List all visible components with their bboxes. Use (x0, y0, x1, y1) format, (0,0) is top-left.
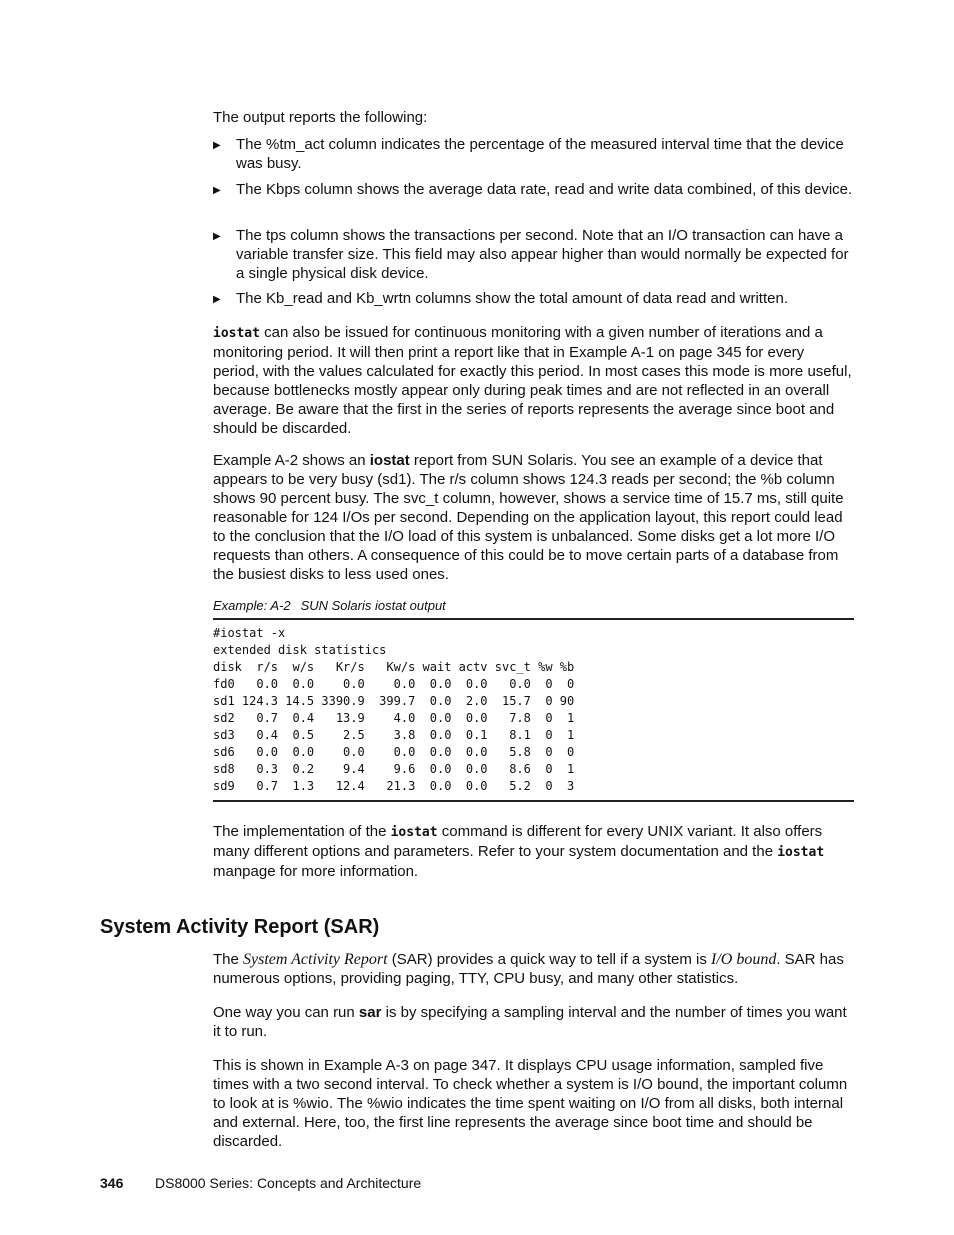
emphasis-text: I/O bound (711, 951, 777, 968)
intro-text: The output reports the following: (213, 109, 428, 126)
bullet-marker-icon: ▶ (213, 140, 221, 151)
example-caption (213, 598, 446, 613)
code-block: #iostat -x extended disk statistics disk r/s w/s Kr/s Kw/s wait actv svc_t %w %b fd0 0.0 0.0 0.0 0.0 0.0 0.0 0.0 0 0 sd1 124.3 14.5 3390.9 399.7 0.0 2.0 15.7 0 90 sd2 0.7 0.4 13.9 4.0 0.0 0.0 7.8 0 1 sd3 0.4 0.5 2.5 3.8 0.0 0.1 8.1 0 1 sd6 0.0 0.0 0.0 0.0 0.0 0.0 5.8 0 0 sd8 0.3 0.2 9.4 9.6 0.0 0.0 8.6 0 1 sd9 0.7 1.3 12.4 21.3 0.0 0.0 5.2 0 3 (213, 626, 575, 793)
paragraph-sar-run (213, 1003, 853, 1041)
command-iostat: iostat (213, 326, 260, 341)
paragraph-text: The implementation of the (213, 823, 391, 840)
book-title: DS8000 Series: Concepts and Architecture (155, 1175, 422, 1191)
paragraph-text: report from SUN Solaris. You see an example of a device that appears to be very busy (sd1). The r/s column shows 124.3 reads per second; the %b column shows 90 percent busy. The svc_t column, however, shows a service time of 15.7 ms, still quite reasonable for 124 I/Os per second. Depending on the application layout, this report could lead to the conclusion that the I/O load of this system is unbalanced. Some disks get a lot more I/O requests than others. A consequence of this could be to move certain parts of a database from the busiest disks to less used ones. (213, 452, 844, 583)
bullet-marker-icon: ▶ (213, 294, 221, 305)
bullet-marker-icon: ▶ (213, 231, 221, 242)
paragraph-iostat-monitoring (213, 323, 853, 438)
bullet-text: The Kbps column shows the average data rate, read and write data combined, of this device. (236, 181, 853, 198)
example-title: SUN Solaris iostat output (300, 598, 446, 613)
paragraph-sar-intro (213, 950, 853, 988)
divider-top (213, 618, 854, 620)
bullet-marker-icon: ▶ (213, 185, 221, 196)
paragraph-text: manpage for more information. (213, 863, 419, 880)
command-iostat: iostat (777, 845, 825, 860)
command-iostat: iostat (390, 825, 438, 840)
example-label: Example: A-2 (213, 598, 291, 613)
page-number: 346 (100, 1175, 124, 1191)
bullet-text: The tps column shows the transactions per second. Note that an I/O transaction can have a variable transfer size. This field may also appear higher than would normally be expected for a single physical disk device. (236, 227, 849, 282)
paragraph-text: . SAR has numerous options, providing paging, TTY, CPU busy, and many other statistics. (213, 951, 844, 987)
paragraph-text: is by specifying a sampling interval and the number of times you want it to run. (213, 1004, 847, 1040)
divider-bottom (213, 800, 854, 802)
paragraph-text: (SAR) provides a quick way to tell if a system is (387, 951, 711, 968)
paragraph-text: can also be issued for continuous monitoring with a given number of iterations and a monitoring period. It will then print a report like that in Example A-1 on page 345 for every period, with the values calculated for exactly this period. In most cases this mode is more useful, because bottlenecks mostly appear only during peak times and are not reflected in an overall average. Be aware that the first in the series of reports represents the average since boot and should be discarded. (213, 324, 852, 437)
bullet-text: The Kb_read and Kb_wrtn columns show the total amount of data read and written. (236, 290, 788, 307)
bullet-text: The %tm_act column indicates the percentage of the measured interval time that the device was busy. (236, 136, 844, 172)
paragraph-example-intro (213, 451, 853, 584)
command-iostat: iostat (369, 452, 410, 469)
paragraph-text: Example A-2 shows an (213, 452, 370, 469)
command-sar: sar (358, 1004, 382, 1021)
paragraph-sar-example: This is shown in Example A-3 on page 347. It displays CPU usage information, sampled five times with a two second interval. To check whether a system is I/O bound, the important column to look at is %wio. The %wio indicates the time spent waiting on I/O from all disks, both internal and external. Here, too, the first line represents the average since boot time and should be discarded. (213, 1057, 848, 1150)
paragraph-text: The (213, 951, 244, 968)
paragraph-implementation (213, 822, 853, 881)
paragraph-text: command is different for every UNIX variant. It also offers many different options and parameters. Refer to your system documentation and the (213, 823, 823, 860)
section-heading: System Activity Report (SAR) (100, 916, 380, 938)
emphasis-text: System Activity Report (243, 951, 388, 968)
paragraph-text: One way you can run (213, 1004, 359, 1021)
